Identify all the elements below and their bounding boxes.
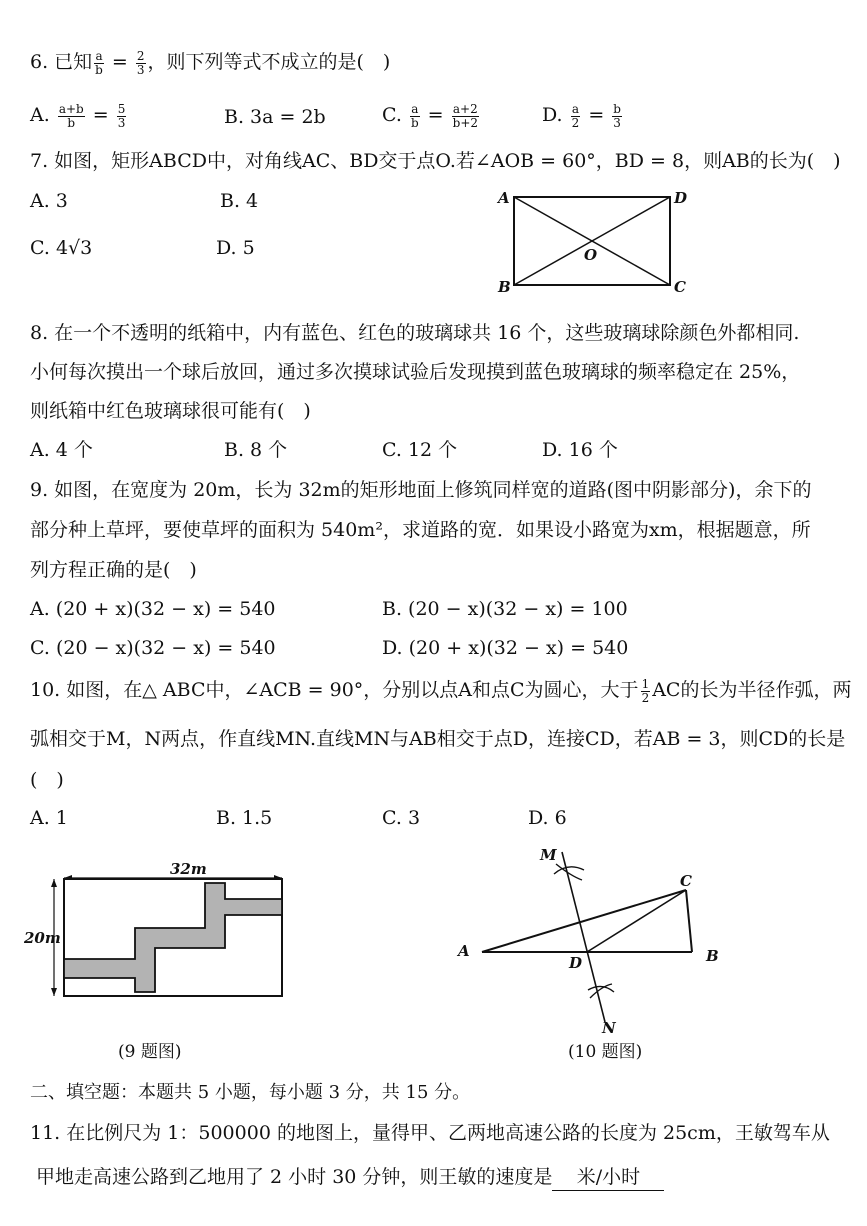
q8-line-3: 则纸箱中红色玻璃球很可能有( ) [30, 400, 311, 422]
frac-denominator: b+2 [452, 115, 479, 130]
q9-option-c[interactable]: C. (20 − x)(32 − x) = 540 [30, 637, 276, 659]
frac-denominator: b [67, 115, 76, 130]
q6-equals: = [105, 51, 134, 73]
q9-road-figure [20, 855, 300, 1005]
q9-line-1: 9. 如图，在宽度为 20m，长为 32m的矩形地面上修筑同样宽的道路(图中阴影部分)，余下的 [30, 479, 812, 501]
q10-option-c[interactable]: C. 3 [382, 807, 421, 829]
q10-triangle-figure [450, 840, 730, 1040]
option-fraction-lhs [571, 103, 581, 130]
frac-numerator: b [613, 101, 621, 116]
q11-line-2-text: 甲地走高速公路到乙地用了 2 小时 30 分钟，则王敏的速度是 [36, 1166, 553, 1188]
frac-numerator: 5 [117, 101, 126, 116]
point-label-n: N [602, 1019, 616, 1037]
arrow-up-icon [51, 879, 57, 887]
section-heading: 二、填空题：本题共 5 小题，每小题 3 分，共 15 分。 [30, 1082, 471, 1103]
q7-option-b[interactable]: B. 4 [220, 190, 259, 212]
frac-numerator: a+2 [452, 101, 478, 116]
q7-option-a[interactable]: A. 3 [30, 190, 68, 212]
q11-line-1: 11. 在比例尺为 1：500000 的地图上，量得甲、乙两地高速公路的长度为 25cm，王敏驾车从 [30, 1122, 830, 1144]
q10-line-1-pre: 10. 如图，在△ ABC中，∠ACB = 90°，分别以点A和点C为圆心，大于 [30, 679, 639, 701]
point-label-c: C [680, 872, 692, 890]
vertex-label-c: C [674, 278, 686, 296]
q8-option-c[interactable]: C. 12 个 [382, 439, 458, 461]
q7-option-d[interactable]: D. 5 [216, 237, 255, 259]
option-fraction-lhs [410, 103, 420, 130]
q6-option-d[interactable]: D. $\frac{a}{2}$ = $\frac{b}{3}$ [542, 101, 621, 130]
q6-stem-pre: 6. 已知 [30, 51, 93, 73]
option-fraction-rhs [117, 103, 127, 130]
option-label: D. [542, 104, 569, 126]
q10-line-2: 弧相交于M，N两点，作直线MN.直线MN与AB相交于点D，连接CD，若AB = 3，则CD的长是 [30, 728, 846, 750]
frac-numerator: a [411, 101, 419, 116]
answer-blank[interactable]: 米/小时 [552, 1164, 664, 1191]
q10-line-3: ( ) [30, 769, 64, 791]
frac-denominator: b [95, 62, 103, 77]
frac-denominator: 2 [571, 115, 580, 130]
q8-option-a[interactable]: A. 4 个 [30, 439, 93, 461]
vertex-label-o: O [584, 246, 598, 264]
q9-option-d[interactable]: D. (20 + x)(32 − x) = 540 [382, 637, 629, 659]
frac-denominator: 3 [136, 62, 145, 77]
q6-option-c[interactable]: C. $\frac{a}{b}$ = $\frac{a+2}{b+2}$ [382, 101, 479, 130]
q8-line-1: 8. 在一个不透明的纸箱中，内有蓝色、红色的玻璃球共 16 个，这些玻璃球除颜色外都相同. [30, 322, 800, 344]
vertex-label-d: D [674, 189, 688, 207]
q9-option-a[interactable]: A. (20 + x)(32 − x) = 540 [30, 598, 276, 620]
q6-option-a[interactable]: A. $\frac{a+b}{b}$ = $\frac{5}{3}$ [30, 101, 126, 130]
vertex-label-a: A [498, 189, 510, 207]
q10-line-1-post: AC的长为半径作弧，两 [652, 679, 852, 701]
segment-cb [686, 890, 692, 952]
q6-stem [30, 49, 390, 77]
q10-line-1 [30, 677, 851, 705]
frac-numerator: a+b [58, 101, 84, 116]
frac-numerator: 2 [136, 48, 145, 63]
q10-option-b[interactable]: B. 1.5 [216, 807, 273, 829]
q8-option-b[interactable]: B. 8 个 [224, 439, 288, 461]
q11-line-2 [36, 1164, 664, 1191]
option-label: A. [30, 104, 56, 126]
q10-option-d[interactable]: D. 6 [528, 807, 567, 829]
arrow-down-icon [51, 988, 57, 996]
q8-option-d[interactable]: D. 16 个 [542, 439, 618, 461]
q6-fraction-a-b [94, 50, 104, 77]
option-fraction-rhs [452, 103, 479, 130]
frac-numerator: 1 [641, 676, 650, 691]
frac-denominator: 3 [613, 115, 621, 130]
segment-ac [482, 890, 686, 952]
point-label-a: A [458, 942, 470, 960]
option-fraction-rhs [612, 103, 622, 130]
option-fraction-lhs [58, 103, 85, 130]
point-label-b: B [706, 947, 719, 965]
q6-fraction-2-3 [136, 50, 146, 77]
q7-option-c[interactable]: C. 4√3 [30, 237, 93, 259]
q10-caption: (10 题图) [568, 1042, 643, 1062]
q6-option-b[interactable]: B. 3a = 2b [224, 106, 326, 128]
height-label: 20m [24, 929, 61, 947]
q9-caption: (9 题图) [118, 1042, 182, 1062]
q6-stem-post: ，则下列等式不成立的是( ) [147, 51, 391, 73]
frac-numerator: a [571, 101, 580, 116]
q10-half-fraction [641, 678, 651, 705]
frac-denominator: b [410, 115, 419, 130]
segment-cd [587, 890, 686, 952]
q7-stem: 7. 如图，矩形ABCD中，对角线AC、BD交于点O.若∠AOB = 60°，BD = 8，则AB的长为( ) [30, 150, 841, 172]
point-label-m: M [540, 846, 557, 864]
q10-option-a[interactable]: A. 1 [30, 807, 68, 829]
q9-line-2: 部分种上草坪，要使草坪的面积为 540m²，求道路的宽．如果设小路宽为xm，根据题意，所 [30, 519, 811, 541]
frac-numerator: a [95, 48, 103, 63]
q9-option-b[interactable]: B. (20 − x)(32 − x) = 100 [382, 598, 628, 620]
line-mn [562, 852, 605, 1022]
width-label: 32m [170, 860, 207, 878]
option-label: C. [382, 104, 408, 126]
frac-denominator: 2 [641, 690, 650, 705]
frac-denominator: 3 [117, 115, 126, 130]
vertex-label-b: B [498, 278, 511, 296]
q8-line-2: 小何每次摸出一个球后放回，通过多次摸球试验后发现摸到蓝色玻璃球的频率稳定在 25%， [30, 361, 801, 383]
q9-line-3: 列方程正确的是( ) [30, 559, 197, 581]
q7-rectangle-figure [490, 184, 700, 300]
point-label-d: D [569, 954, 583, 972]
